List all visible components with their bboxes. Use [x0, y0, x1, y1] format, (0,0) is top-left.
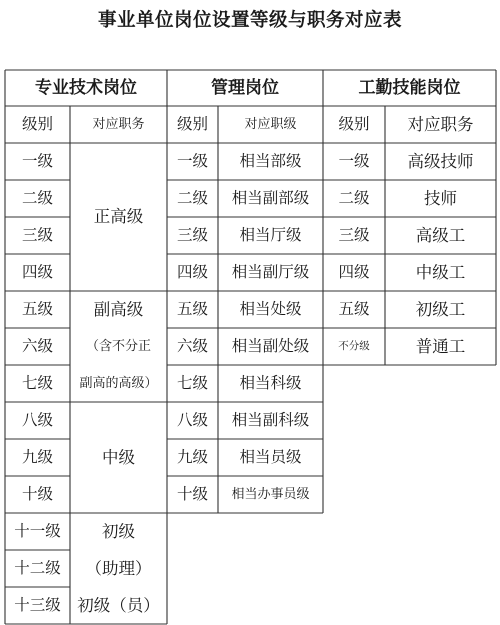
- page-title: 事业单位岗位设置等级与职务对应表: [97, 10, 402, 31]
- mgmt-level-cell: 三级: [176, 226, 208, 245]
- mgmt-level-cell: 八级: [176, 411, 208, 430]
- mgmt-rank-cell: 相当员级: [239, 448, 302, 467]
- mgmt-level-cell: 十级: [176, 485, 208, 504]
- mgmt-rank-cell: 相当处级: [239, 300, 302, 319]
- mgmt-rank-cell: 相当厅级: [239, 226, 302, 245]
- worker-level-cell: 四级: [338, 263, 370, 282]
- prof-level-cell: 一级: [21, 152, 53, 171]
- prof-level-cell: 四级: [21, 263, 53, 282]
- mgmt-level-cell: 五级: [176, 300, 208, 319]
- prof-title-chu: 初级: [102, 521, 135, 541]
- subheader-mgmt-rank: 对应职级: [244, 116, 297, 132]
- worker-title-cell: 技师: [424, 188, 457, 208]
- mgmt-level-cell: 一级: [176, 152, 208, 171]
- mgmt-rank-cell: 相当部级: [239, 152, 302, 171]
- worker-title-cell: 中级工: [415, 262, 466, 282]
- mgmt-level-cell: 六级: [176, 337, 208, 356]
- prof-level-cell: 五级: [21, 300, 53, 319]
- mgmt-level-cell: 七级: [176, 374, 208, 393]
- mgmt-rank-cell: 相当办事员级: [231, 486, 310, 502]
- prof-level-cell: 二级: [21, 189, 53, 208]
- prof-title-fu-gao-note: 副高的高级）: [79, 375, 158, 391]
- prof-level-cell: 三级: [21, 226, 53, 245]
- worker-level-cell: 一级: [338, 152, 370, 171]
- prof-level-cell: 十级: [21, 485, 53, 504]
- worker-title-cell: 普通工: [415, 336, 466, 356]
- header-management: 管理岗位: [211, 77, 279, 98]
- prof-title-zhong: 中级: [102, 447, 135, 467]
- mgmt-rank-cell: 相当副部级: [231, 189, 310, 208]
- prof-title-fu-gao-note: （含不分正: [85, 338, 151, 354]
- mgmt-rank-cell: 相当副厅级: [231, 263, 310, 282]
- worker-level-cell: 二级: [338, 189, 370, 208]
- subheader-prof-title: 对应职务: [92, 116, 145, 132]
- worker-level-cell: 三级: [338, 226, 370, 245]
- worker-level-cell: 五级: [338, 300, 370, 319]
- prof-level-cell: 十一级: [14, 522, 61, 541]
- prof-level-cell: 九级: [21, 448, 53, 467]
- subheader-worker-title: 对应职务: [407, 114, 474, 134]
- prof-level-cell: 六级: [21, 337, 53, 356]
- worker-title-cell: 高级技师: [407, 151, 474, 171]
- mgmt-rank-cell: 相当科级: [239, 374, 302, 393]
- prof-level-cell: 十三级: [14, 596, 61, 615]
- subheader-mgmt-level: 级别: [176, 115, 208, 134]
- prof-title-fu-gao: 副高级: [93, 299, 144, 319]
- prof-title-zheng-gao: 正高级: [93, 207, 144, 227]
- prof-level-cell: 七级: [21, 374, 53, 393]
- prof-level-cell: 十二级: [14, 559, 61, 578]
- subheader-worker-level: 级别: [338, 115, 370, 134]
- prof-title-chu-assistant: （助理）: [85, 558, 152, 578]
- worker-title-cell: 高级工: [415, 225, 466, 245]
- mgmt-rank-cell: 相当副处级: [231, 337, 310, 356]
- subheader-prof-level: 级别: [21, 115, 53, 134]
- worker-title-cell: 初级工: [415, 299, 466, 319]
- mgmt-level-cell: 九级: [176, 448, 208, 467]
- prof-level-cell: 八级: [21, 411, 53, 430]
- worker-level-cell: 不分级: [338, 340, 370, 353]
- mgmt-rank-cell: 相当副科级: [231, 411, 310, 430]
- header-worker: 工勤技能岗位: [358, 77, 461, 98]
- header-professional: 专业技术岗位: [35, 77, 137, 98]
- mgmt-level-cell: 二级: [176, 189, 208, 208]
- mgmt-level-cell: 四级: [176, 263, 208, 282]
- prof-title-chu-staff: 初级（员）: [77, 595, 160, 615]
